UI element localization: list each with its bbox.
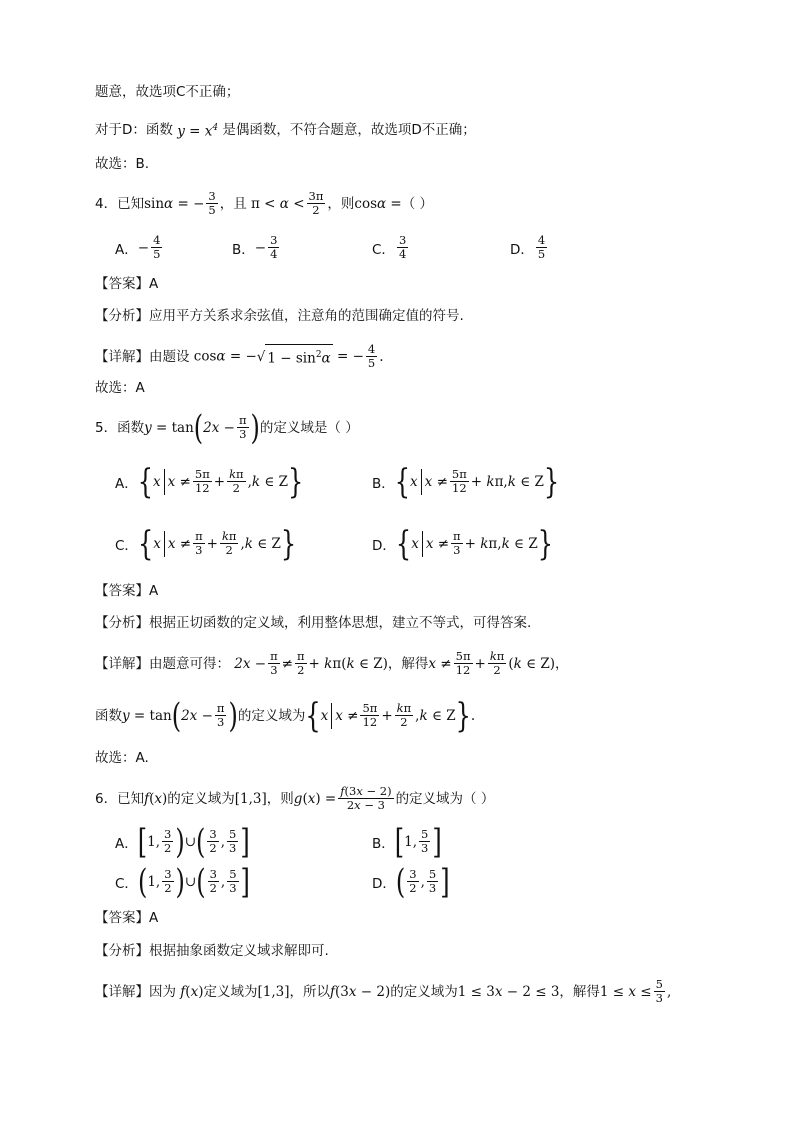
selection bbox=[95, 378, 145, 398]
math-expression: g bbox=[293, 790, 303, 807]
detail-text: 由题设 bbox=[149, 348, 190, 365]
math-expression: − bbox=[254, 239, 267, 256]
fraction: $\frac{3\pi}{2}$ bbox=[308, 189, 324, 217]
option-label: C． bbox=[372, 241, 395, 258]
option-c bbox=[115, 523, 297, 564]
fraction: $\frac{\pi}{3}$ bbox=[195, 529, 203, 557]
math-expression: π < α < bbox=[246, 195, 305, 212]
math-expression: (k ∈ Z) bbox=[508, 655, 556, 672]
math-expression: = tan bbox=[129, 707, 172, 724]
fraction: $\frac{5}{3}$ bbox=[421, 827, 429, 855]
math-expression: 2x − bbox=[181, 707, 213, 724]
math-expression: ,k ∈ Z bbox=[415, 707, 456, 724]
option-label: D． bbox=[372, 537, 396, 554]
fraction: $\frac{3}{2}$ bbox=[209, 867, 217, 895]
math-expression: x ≠ bbox=[428, 655, 452, 672]
fraction: $\frac{5}{3}$ bbox=[229, 867, 237, 895]
answer bbox=[95, 274, 158, 294]
option-label: C． bbox=[115, 875, 138, 892]
divider bbox=[331, 703, 332, 729]
math-expression: − bbox=[137, 239, 150, 256]
option-a bbox=[115, 234, 164, 261]
fraction: $\frac{3}{5}$ bbox=[208, 189, 216, 217]
paren: ( bbox=[137, 861, 148, 902]
option-b bbox=[232, 234, 281, 261]
math-expression: (x) bbox=[149, 790, 168, 807]
selection-text: 故选：A. bbox=[95, 750, 149, 766]
math-expression: y bbox=[144, 419, 152, 436]
math-expression: + bbox=[474, 655, 486, 672]
math-expression: x bbox=[320, 707, 329, 724]
math-expression: x bbox=[411, 535, 419, 552]
fraction: $\frac{5}{3}$ bbox=[428, 867, 437, 895]
brace: { bbox=[305, 695, 321, 736]
answer-text: 【答案】A bbox=[95, 583, 159, 599]
math-expression: f bbox=[176, 983, 186, 1000]
bracket: [ bbox=[137, 821, 148, 862]
detail-text: ，解得 bbox=[559, 983, 600, 1000]
brace: } bbox=[537, 523, 553, 564]
detail-text: 的定义域为 bbox=[237, 707, 306, 724]
analysis-text: 应用平方关系求余弦值，注意角的范围确定值的符号. bbox=[149, 308, 464, 324]
option-d bbox=[372, 861, 450, 902]
fraction: $\frac{3}{2}$ bbox=[209, 827, 217, 855]
math-expression: , bbox=[666, 983, 672, 1000]
fraction: $\frac{k\pi}{2}$ bbox=[229, 467, 244, 495]
math-expression: [1,3] bbox=[257, 983, 290, 1000]
math-expression: x ≠ bbox=[167, 535, 192, 552]
brace: { bbox=[137, 461, 154, 502]
paragraph-text: 是偶函数，不符合题意，故选项D不正确； bbox=[222, 121, 476, 138]
bracket: ] bbox=[440, 861, 450, 902]
math-expression: 2x − bbox=[203, 419, 235, 436]
option-b bbox=[372, 461, 560, 502]
math-expression: cosα = −√ $1 - \sin^2\alpha$ = − bbox=[190, 344, 364, 369]
detail-text: 由题意可得： bbox=[149, 655, 230, 672]
math-expression: [1,3] bbox=[234, 790, 267, 807]
divider bbox=[164, 531, 165, 557]
paragraph-text: 故选：B. bbox=[95, 156, 150, 172]
question-text: 的定义域为（ ） bbox=[395, 790, 495, 807]
question-text: 的定义域为 bbox=[167, 790, 235, 807]
option-d bbox=[372, 523, 553, 564]
bracket: ] bbox=[432, 821, 442, 862]
selection-text: 故选：A bbox=[95, 380, 145, 396]
brace: } bbox=[543, 461, 560, 502]
bracket: ] bbox=[240, 861, 250, 902]
divider bbox=[422, 531, 423, 557]
math-expression: ,k ∈ Z bbox=[240, 535, 281, 552]
math-expression: ,k ∈ Z bbox=[247, 473, 289, 490]
paragraph-text: 对于D：函数 bbox=[95, 121, 173, 138]
analysis bbox=[95, 941, 329, 961]
math-expression: 1, bbox=[147, 873, 161, 890]
brace: { bbox=[395, 523, 412, 564]
detail-text: 因为 bbox=[149, 983, 176, 1000]
option-label: D． bbox=[372, 875, 396, 892]
fraction: $\frac{5}{3}$ bbox=[229, 827, 237, 855]
fraction: $\frac{4}{5}$ bbox=[367, 342, 376, 370]
math-expression: cosα = bbox=[354, 195, 402, 212]
paren: ) bbox=[250, 407, 260, 448]
bracket: ] bbox=[240, 821, 250, 862]
option-a bbox=[115, 821, 250, 862]
math-expression: 1, bbox=[147, 833, 161, 850]
paren: ( bbox=[395, 861, 406, 902]
math-expression: , bbox=[220, 833, 226, 850]
paren: ( bbox=[196, 861, 206, 902]
analysis-tag: 【分析】 bbox=[95, 943, 149, 959]
fraction: $\frac{k\pi}{2}$ bbox=[489, 649, 505, 677]
fraction: $\frac{\pi}{3}$ bbox=[216, 701, 225, 729]
option-label: A． bbox=[115, 835, 138, 852]
brace: } bbox=[455, 695, 471, 736]
option-label: A． bbox=[115, 241, 138, 258]
text-line bbox=[95, 82, 239, 102]
divider bbox=[421, 469, 422, 495]
question-text: ，则 bbox=[266, 790, 294, 807]
fraction: $\frac{k\pi}{2}$ bbox=[396, 701, 412, 729]
math-expression: x ≠ bbox=[424, 473, 448, 490]
option-a bbox=[115, 461, 304, 502]
fraction: $\frac{3}{4}$ bbox=[398, 233, 407, 261]
analysis-text: 根据抽象函数定义域求解即可. bbox=[149, 943, 329, 959]
answer-text: 【答案】A bbox=[95, 910, 159, 926]
answer bbox=[95, 581, 158, 601]
fraction: $\frac{\pi}{3}$ bbox=[453, 529, 461, 557]
math-expression: x bbox=[153, 473, 161, 490]
math-expression: + kπ(k ∈ Z) bbox=[308, 655, 388, 672]
brace: } bbox=[288, 461, 304, 502]
question-text: ，则 bbox=[327, 195, 355, 212]
detail-text: ，所以 bbox=[289, 983, 330, 1000]
selection bbox=[95, 748, 149, 768]
option-label: C． bbox=[115, 537, 138, 554]
divider bbox=[164, 469, 165, 495]
brace: } bbox=[280, 523, 297, 564]
math-expression: f bbox=[144, 790, 150, 807]
analysis-tag: 【分析】 bbox=[95, 308, 149, 324]
paren: ( bbox=[196, 821, 206, 862]
detail bbox=[95, 978, 671, 1005]
paragraph-text: 题意，故选项C不正确； bbox=[95, 84, 240, 100]
analysis-tag: 【分析】 bbox=[95, 615, 149, 631]
detail: 【详解】 由题设 cosα = −√ $1 - \sin^2\alpha$ = − $\frac{4}{5}$ . bbox=[95, 342, 384, 370]
fraction: $\frac{4}{5}$ bbox=[153, 233, 161, 261]
question-6 bbox=[95, 785, 494, 812]
option-b bbox=[372, 821, 442, 862]
math-expression: ∪ bbox=[184, 873, 197, 890]
option-c bbox=[372, 234, 410, 261]
paren: ( bbox=[193, 407, 204, 448]
question-text: 5．函数 bbox=[95, 419, 145, 436]
question-text: 的定义域是（ ） bbox=[259, 419, 359, 436]
detail-tag: 【详解】 bbox=[95, 348, 149, 365]
math-expression: x ≠ bbox=[425, 535, 450, 552]
option-label: B． bbox=[372, 835, 395, 852]
fraction: $\frac{3}{2}$ bbox=[164, 867, 172, 895]
detail-text: 函数 bbox=[95, 707, 122, 724]
fraction: $\frac{f(3x - 2)}{2x - 3}$ bbox=[340, 784, 392, 812]
math-expression: 1 ≤ 3x − 2 ≤ 3 bbox=[457, 983, 560, 1000]
question-5 bbox=[95, 407, 359, 448]
detail-text: 定义域为 bbox=[203, 983, 258, 1000]
option-label: A． bbox=[115, 475, 138, 492]
brace: { bbox=[394, 461, 411, 502]
detail-text: ，解得 bbox=[387, 655, 429, 672]
math-expression: + bbox=[206, 535, 218, 552]
fraction: $\frac{k\pi}{2}$ bbox=[221, 529, 237, 557]
brace: { bbox=[137, 523, 154, 564]
question-4 bbox=[95, 190, 433, 217]
fraction: $\frac{5\pi}{12}$ bbox=[451, 467, 467, 495]
math-expression: x ≠ bbox=[167, 473, 191, 490]
text-line bbox=[95, 154, 149, 174]
fraction: $\frac{3}{4}$ bbox=[270, 233, 278, 261]
option-label: B． bbox=[232, 241, 255, 258]
math-expression: 2x − bbox=[230, 655, 267, 672]
detail bbox=[95, 650, 569, 677]
analysis-text: 根据正切函数的定义域，利用整体思想，建立不等式，可得答案. bbox=[149, 615, 532, 631]
math-expression: x ≠ bbox=[335, 707, 359, 724]
fraction: $\frac{\pi}{3}$ bbox=[238, 413, 247, 441]
bracket: [ bbox=[394, 821, 405, 862]
analysis bbox=[95, 613, 531, 633]
fraction: $\frac{5\pi}{12}$ bbox=[194, 467, 210, 495]
question-text: 4．已知 bbox=[95, 195, 145, 212]
fraction: $\frac{5}{3}$ bbox=[655, 977, 663, 1005]
text-line bbox=[95, 118, 476, 142]
math-expression: ≠ bbox=[281, 655, 293, 672]
detail-text: 的定义域为 bbox=[390, 983, 458, 1000]
detail bbox=[95, 695, 476, 736]
math-expression: f bbox=[330, 983, 335, 1000]
math-expression: x bbox=[153, 535, 161, 552]
math-expression: + bbox=[381, 707, 393, 724]
answer bbox=[95, 908, 158, 928]
math-expression: y bbox=[122, 707, 130, 724]
math-expression: $y = x^4$ bbox=[172, 123, 219, 140]
fraction: $\frac{5\pi}{12}$ bbox=[455, 649, 471, 677]
analysis bbox=[95, 306, 464, 326]
question-text: （ ） bbox=[401, 195, 434, 212]
option-label: B． bbox=[372, 475, 395, 492]
math-expression: , bbox=[220, 873, 226, 890]
option-label: D． bbox=[510, 241, 534, 258]
math-expression: + bbox=[213, 473, 226, 490]
math-expression: 1 ≤ x ≤ bbox=[599, 983, 652, 1000]
math-expression: ∪ bbox=[184, 833, 197, 850]
math-expression: + kπ,k ∈ Z bbox=[470, 473, 544, 490]
detail-tag: 【详解】 bbox=[95, 983, 149, 1000]
option-d bbox=[510, 234, 549, 261]
detail-tag: 【详解】 bbox=[95, 655, 149, 672]
math-expression: 1, bbox=[404, 833, 418, 850]
paren: ) bbox=[228, 695, 238, 736]
math-expression: x bbox=[410, 473, 418, 490]
paren: ( bbox=[171, 695, 182, 736]
paren: ) bbox=[175, 861, 185, 902]
fraction: $\frac{3}{2}$ bbox=[409, 867, 417, 895]
fraction: $\frac{5\pi}{12}$ bbox=[362, 701, 378, 729]
math-expression: . bbox=[470, 707, 476, 724]
fraction: $\frac{3}{2}$ bbox=[164, 827, 172, 855]
math-expression: (x) bbox=[185, 983, 204, 1000]
fraction: $\frac{\pi}{2}$ bbox=[296, 649, 305, 677]
fraction: $\frac{\pi}{3}$ bbox=[270, 649, 278, 677]
math-expression: = tan bbox=[151, 419, 194, 436]
question-text: 6．已知 bbox=[95, 790, 145, 807]
math-expression: + kπ,k ∈ Z bbox=[464, 535, 538, 552]
detail-text: ， bbox=[555, 655, 569, 672]
math-expression: (x) = bbox=[302, 790, 337, 807]
math-expression: , bbox=[420, 873, 425, 890]
option-c bbox=[115, 861, 250, 902]
question-text: ，且 bbox=[219, 195, 247, 212]
math-expression: sinα = − bbox=[144, 195, 205, 212]
math-expression: (3x − 2) bbox=[335, 983, 391, 1000]
paren: ) bbox=[175, 821, 185, 862]
answer-text: 【答案】A bbox=[95, 276, 159, 292]
fraction: $\frac{4}{5}$ bbox=[537, 233, 546, 261]
